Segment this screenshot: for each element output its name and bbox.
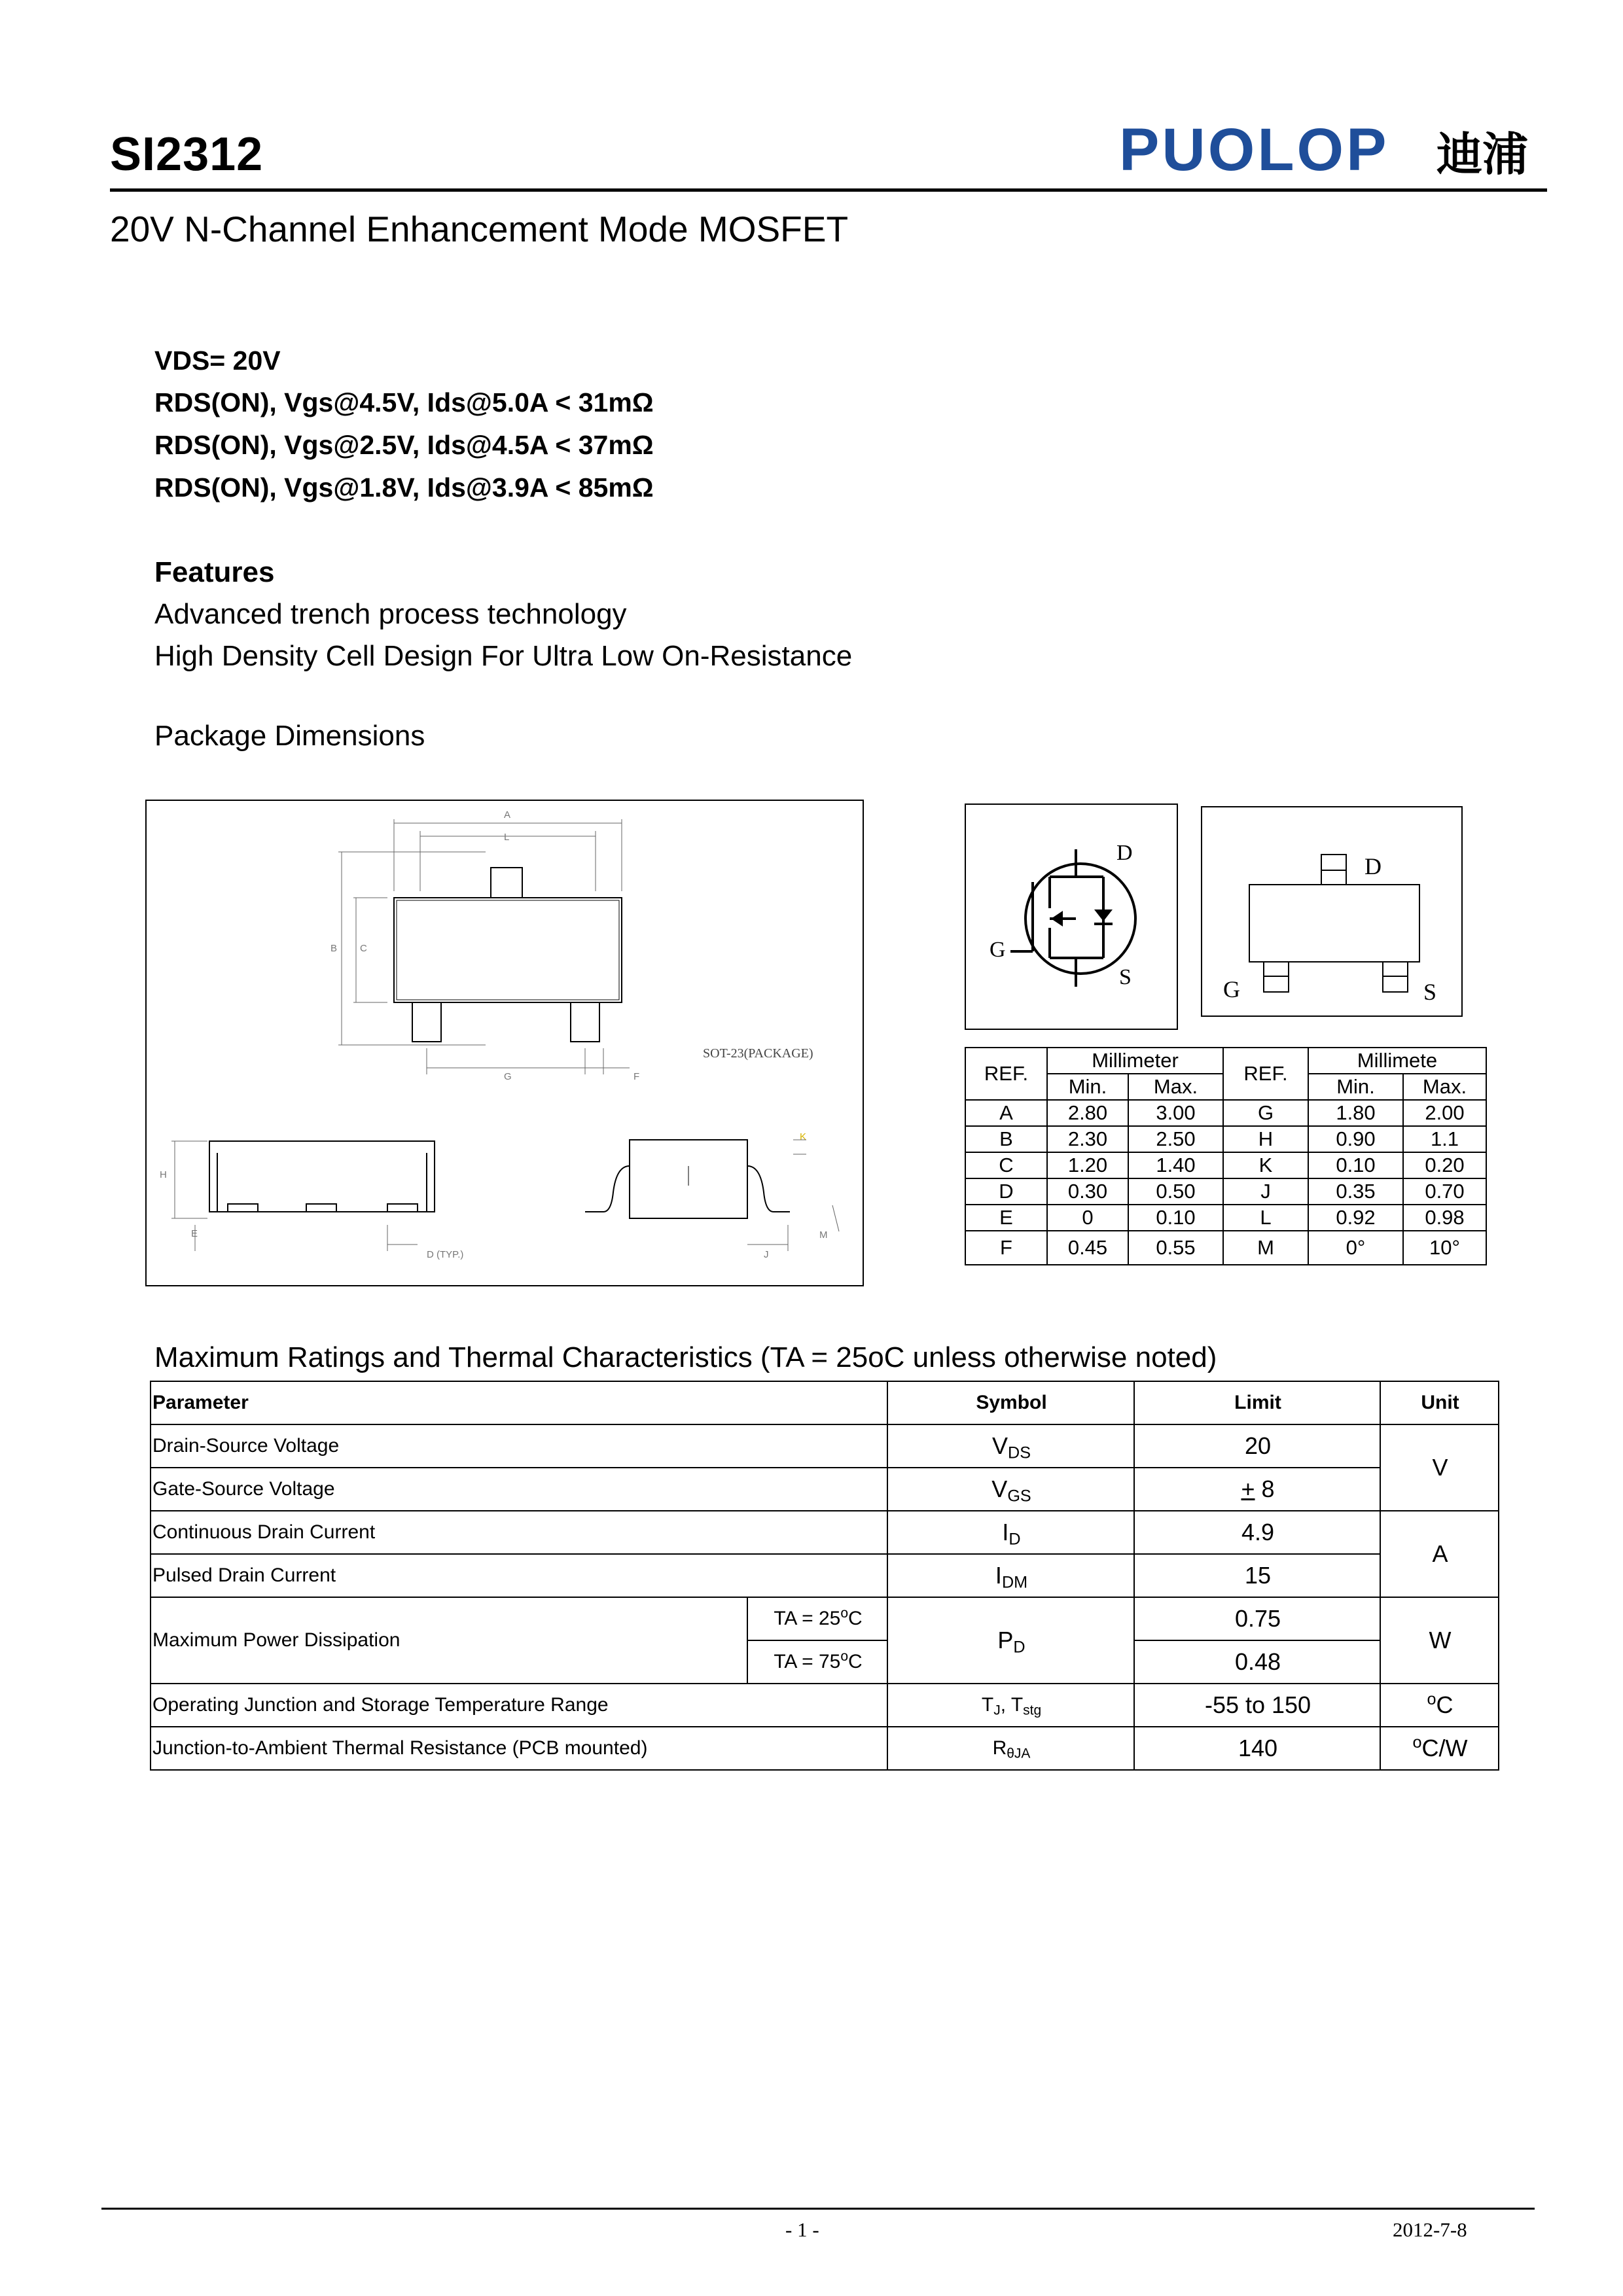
dim-cell-min1: 2.30 [1047, 1126, 1128, 1152]
dim-min-header: Min. [1047, 1074, 1128, 1100]
table-row [151, 1424, 1499, 1468]
drawing-label-j: J [764, 1249, 769, 1260]
limit-vgs: + 8 [1134, 1468, 1380, 1511]
symbol-idm: $I_{DM}$ [887, 1554, 1134, 1597]
pin-gate-label: G [1223, 976, 1240, 1002]
symbol-rth: $R_{\theta JA}$ [887, 1727, 1134, 1770]
dim-ref-header: REF. [1223, 1048, 1308, 1100]
feature-item: Advanced trench process technology [154, 598, 627, 630]
dim-cell-ref1: E [965, 1205, 1047, 1231]
param-vgs: Gate-Source Voltage [151, 1468, 887, 1511]
drawing-label-k: K [800, 1131, 807, 1142]
dim-cell-max1: 0.50 [1128, 1178, 1223, 1205]
brand-logo [1119, 118, 1538, 186]
col-header-parameter: Parameter [151, 1381, 887, 1424]
logo-chinese-text: 迪浦 [1436, 128, 1528, 181]
dim-cell-min1: 0 [1047, 1205, 1128, 1231]
dim-cell-min1: 1.20 [1047, 1152, 1128, 1178]
dim-cell-max1: 2.50 [1128, 1126, 1223, 1152]
drawing-label-e: E [191, 1228, 198, 1239]
ratings-table [150, 1381, 1499, 1771]
table-row [151, 1684, 1499, 1727]
table-row [151, 1597, 1499, 1640]
limit-tj: -55 to 150 [1134, 1684, 1380, 1727]
unit-power: W [1380, 1597, 1499, 1684]
table-row [151, 1554, 1499, 1597]
symbol-pd: $P_D$ [887, 1597, 1134, 1684]
symbol-tj: $T_J$, $T_{stg}$ [887, 1684, 1134, 1727]
symbol-id: $I_D$ [887, 1511, 1134, 1554]
features-heading: Features [154, 556, 275, 588]
limit-vds: 20 [1134, 1424, 1380, 1468]
pin-source-label: S [1423, 979, 1437, 1005]
dim-cell-ref2: K [1223, 1152, 1308, 1178]
dim-max-header: Max. [1128, 1074, 1223, 1100]
unit-thermal: $^o$C/W [1380, 1727, 1499, 1770]
drawing-label-l: L [504, 832, 510, 843]
unit-voltage: V [1380, 1424, 1499, 1511]
drawing-label-a: A [504, 809, 511, 821]
header-divider [110, 188, 1547, 192]
symbol-vds: $V_{DS}$ [887, 1424, 1134, 1468]
symbol-vgs: $V_{GS}$ [887, 1468, 1134, 1511]
unit-temperature: $^o$C [1380, 1684, 1499, 1727]
dim-cell-min2: 0.10 [1308, 1152, 1403, 1178]
spec-vds: VDS= 20V [154, 345, 281, 376]
dim-cell-min2: 0.35 [1308, 1178, 1403, 1205]
param-rth: Junction-to-Ambient Thermal Resistance (PCB mounted) [151, 1727, 887, 1770]
footer-divider [101, 2208, 1535, 2210]
symbol-drain-label: D [1116, 841, 1133, 865]
table-row [965, 1152, 1486, 1178]
table-row [965, 1100, 1486, 1126]
page-number: - 1 - [785, 2218, 819, 2241]
param-idm: Pulsed Drain Current [151, 1554, 887, 1597]
table-row [965, 1126, 1486, 1152]
dim-cell-min2: 0° [1308, 1231, 1403, 1265]
dimensions-table [965, 1047, 1487, 1265]
document-date: 2012-7-8 [1393, 2218, 1467, 2241]
param-tj: Operating Junction and Storage Temperature Range [151, 1684, 887, 1727]
dim-cell-ref1: A [965, 1100, 1047, 1126]
drawing-label-g: G [504, 1071, 512, 1082]
dim-cell-max1: 0.10 [1128, 1205, 1223, 1231]
dim-cell-ref1: F [965, 1231, 1047, 1265]
table-row [965, 1178, 1486, 1205]
spec-rds-4v5: RDS(ON), Vgs@4.5V, Ids@5.0A < 31mΩ [154, 387, 654, 417]
dim-cell-ref2: J [1223, 1178, 1308, 1205]
drawing-label-b: B [330, 943, 338, 954]
package-heading: Package Dimensions [154, 720, 425, 752]
table-row [151, 1511, 1499, 1554]
logo-brand-text: PUOLOP [1119, 118, 1389, 183]
dim-cell-ref2: L [1223, 1205, 1308, 1231]
symbol-source-label: S [1119, 965, 1132, 989]
dim-cell-ref1: C [965, 1152, 1047, 1178]
drawing-label-h: H [160, 1169, 167, 1180]
dim-cell-ref1: B [965, 1126, 1047, 1152]
unit-current: A [1380, 1511, 1499, 1597]
feature-item: High Density Cell Design For Ultra Low On-Resistance [154, 640, 853, 672]
col-header-unit: Unit [1380, 1381, 1499, 1424]
table-row [151, 1727, 1499, 1770]
dim-cell-max2: 0.20 [1403, 1152, 1486, 1178]
part-subtitle: 20V N-Channel Enhancement Mode MOSFET [110, 209, 849, 249]
dim-cell-min2: 1.80 [1308, 1100, 1403, 1126]
dim-cell-min1: 0.30 [1047, 1178, 1128, 1205]
package-drawing [145, 800, 864, 1286]
dim-cell-min2: 0.92 [1308, 1205, 1403, 1231]
table-row [965, 1231, 1486, 1265]
dim-cell-max1: 0.55 [1128, 1231, 1223, 1265]
pin-drain-label: D [1364, 853, 1382, 879]
dim-max-header: Max. [1403, 1074, 1486, 1100]
package-pin-diagram [1201, 806, 1463, 1017]
dim-cell-max2: 2.00 [1403, 1100, 1486, 1126]
limit-pd-75: 0.48 [1134, 1640, 1380, 1684]
param-vds: Drain-Source Voltage [151, 1424, 887, 1468]
dim-cell-max1: 1.40 [1128, 1152, 1223, 1178]
dim-cell-min2: 0.90 [1308, 1126, 1403, 1152]
dim-cell-max2: 1.1 [1403, 1126, 1486, 1152]
table-row [965, 1205, 1486, 1231]
dim-cell-max1: 3.00 [1128, 1100, 1223, 1126]
param-pd: Maximum Power Dissipation [151, 1597, 747, 1684]
ratings-heading: Maximum Ratings and Thermal Characteristics (TA = 25oC unless otherwise noted) [154, 1341, 1217, 1373]
dim-min-header: Min. [1308, 1074, 1403, 1100]
dim-ref-header: REF. [965, 1048, 1047, 1100]
col-header-symbol: Symbol [887, 1381, 1134, 1424]
dimension-rows [965, 1100, 1486, 1265]
package-name-label: SOT-23(PACKAGE) [703, 1046, 813, 1061]
table-row [151, 1468, 1499, 1511]
symbol-gate-label: G [990, 938, 1006, 962]
spec-rds-1v8: RDS(ON), Vgs@1.8V, Ids@3.9A < 85mΩ [154, 472, 654, 503]
dim-group-header: Millimete [1308, 1048, 1486, 1074]
spec-rds-2v5: RDS(ON), Vgs@2.5V, Ids@4.5A < 37mΩ [154, 430, 654, 460]
part-number: SI2312 [110, 128, 264, 181]
dim-cell-ref2: H [1223, 1126, 1308, 1152]
condition-ta75: TA = $75^oC$ [747, 1640, 887, 1684]
dim-cell-min1: 2.80 [1047, 1100, 1128, 1126]
mosfet-circuit-symbol [965, 804, 1178, 1030]
drawing-label-d-typ: D (TYP.) [427, 1249, 464, 1260]
col-header-limit: Limit [1134, 1381, 1380, 1424]
drawing-label-c: C [360, 943, 367, 954]
drawing-label-f: F [633, 1071, 640, 1082]
dim-cell-ref2: M [1223, 1231, 1308, 1265]
limit-idm: 15 [1134, 1554, 1380, 1597]
dim-group-header: Millimeter [1047, 1048, 1223, 1074]
drawing-label-m: M [819, 1229, 828, 1241]
condition-ta25: TA = $25^oC$ [747, 1597, 887, 1640]
dim-cell-max2: 0.70 [1403, 1178, 1486, 1205]
limit-pd-25: 0.75 [1134, 1597, 1380, 1640]
dim-cell-max2: 10° [1403, 1231, 1486, 1265]
limit-rth: 140 [1134, 1727, 1380, 1770]
param-id: Continuous Drain Current [151, 1511, 887, 1554]
dim-cell-min1: 0.45 [1047, 1231, 1128, 1265]
limit-id: 4.9 [1134, 1511, 1380, 1554]
dim-cell-ref1: D [965, 1178, 1047, 1205]
dim-cell-max2: 0.98 [1403, 1205, 1486, 1231]
dim-cell-ref2: G [1223, 1100, 1308, 1126]
